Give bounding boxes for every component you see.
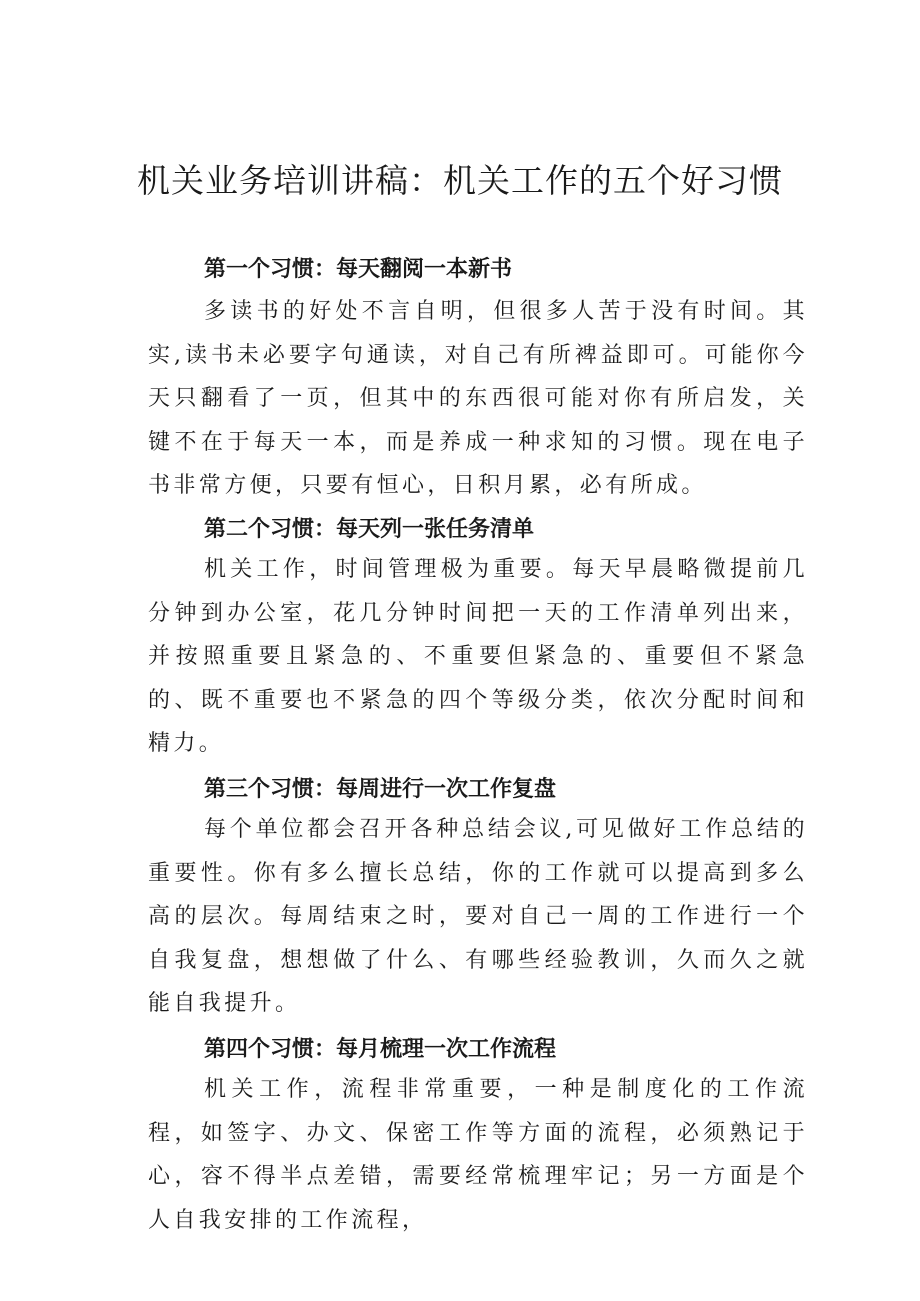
section-heading-4: 第四个习惯：每月梳理一次工作流程 bbox=[204, 1036, 557, 1062]
section-paragraph-1: 多读书的好处不言自明，但很多人苦于没有时间。其实,读书未必要字句通读，对自己有所裨益即可。可能你今天只翻看了一页，但其中的东西很可能对你有所启发，关键不在于每天一本，而是养成一种求知的习惯。现在电子书非常方便，只要有恒心，日积月累，必有所成。 bbox=[148, 299, 808, 499]
section-heading-3: 第三个习惯：每周进行一次工作复盘 bbox=[204, 776, 557, 802]
document-body bbox=[148, 252, 808, 1244]
section-heading-2: 第二个习惯：每天列一张任务清单 bbox=[204, 516, 535, 542]
section-heading-1: 第一个习惯：每天翻阅一本新书 bbox=[204, 257, 513, 282]
page-title: 机关业务培训讲稿：机关工作的五个好习惯 bbox=[137, 161, 783, 200]
section-paragraph-4: 机关工作，流程非常重要，一种是制度化的工作流程，如签字、办文、保密工作等方面的流程，必须熟记于心，容不得半点差错，需要经常梳理牢记；另一方面是个人自我安排的工作流程， bbox=[148, 1076, 808, 1233]
section-paragraph-2: 机关工作，时间管理极为重要。每天早晨略微提前几分钟到办公室，花几分钟时间把一天的工作清单列出来，并按照重要且紧急的、不重要但紧急的、重要但不紧急的、既不重要也不紧急的四个等级分类，依次分配时间和精力。 bbox=[148, 556, 808, 757]
section-paragraph-3: 每个单位都会召开各种总结会议,可见做好工作总结的重要性。你有多么擅长总结，你的工作就可以提高到多么高的层次。每周结束之时，要对自己一周的工作进行一个自我复盘，想想做了什么、有哪些经验教训，久而久之就能自我提升。 bbox=[148, 816, 808, 1017]
